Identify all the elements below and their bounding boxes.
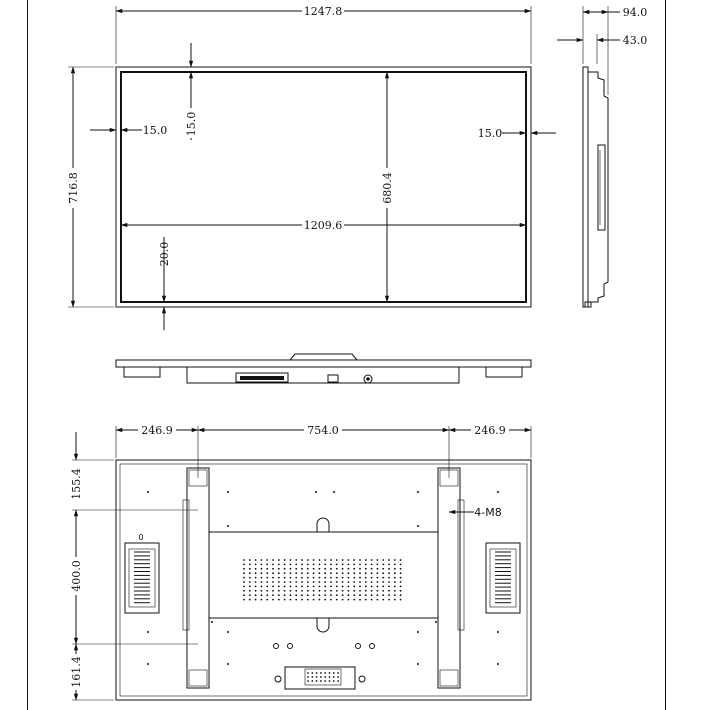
depth-total-label: 94.0	[622, 6, 648, 19]
bezel-bottom-label: 20.0	[158, 241, 171, 267]
rear-outer	[116, 460, 531, 700]
bottom-view	[116, 354, 531, 383]
speaker-left-slots	[134, 552, 150, 603]
mount-right-offset-label: 246.9	[474, 424, 506, 437]
mount-spacing-h-label: 754.0	[307, 424, 339, 437]
mount-left-offset-label: 246.9	[141, 424, 173, 437]
bezel-right-label: 15.0	[477, 127, 503, 140]
side-panel-profile	[583, 67, 588, 307]
mount-spacing-v-label: 400.0	[70, 560, 83, 592]
bottom-bracket	[187, 367, 459, 383]
rear-view	[69, 423, 531, 700]
top-offset-label: 155.4	[70, 468, 83, 500]
front-view	[66, 4, 556, 330]
vent-grid	[243, 559, 401, 600]
screen-height-label: 680.4	[381, 172, 394, 204]
overall-width-label: 1247.8	[303, 5, 343, 18]
side-view	[557, 6, 647, 307]
speaker-right-slots	[495, 552, 511, 603]
outer-bezel	[116, 67, 531, 307]
bottom-panel-edge	[116, 360, 531, 367]
overall-height-label: 716.8	[67, 172, 80, 204]
speaker-label: 0	[138, 533, 144, 542]
rear-center-plate	[209, 532, 438, 618]
mount-holes-label: 4-M8	[474, 506, 502, 519]
screen-width-label: 1209.6	[303, 219, 343, 232]
vesa-bracket-right	[438, 468, 460, 688]
rear-screw-dots	[147, 491, 502, 665]
bezel-left-label: 15.0	[142, 124, 168, 137]
screen-area	[121, 72, 526, 302]
connector-holes	[307, 672, 339, 682]
rear-connector-panel	[285, 667, 355, 689]
depth-panel-label: 43.0	[622, 34, 648, 47]
bezel-top-label: 15.0	[185, 111, 198, 137]
vesa-bracket-left	[187, 468, 209, 688]
bottom-offset-label: 161.4	[70, 656, 83, 688]
